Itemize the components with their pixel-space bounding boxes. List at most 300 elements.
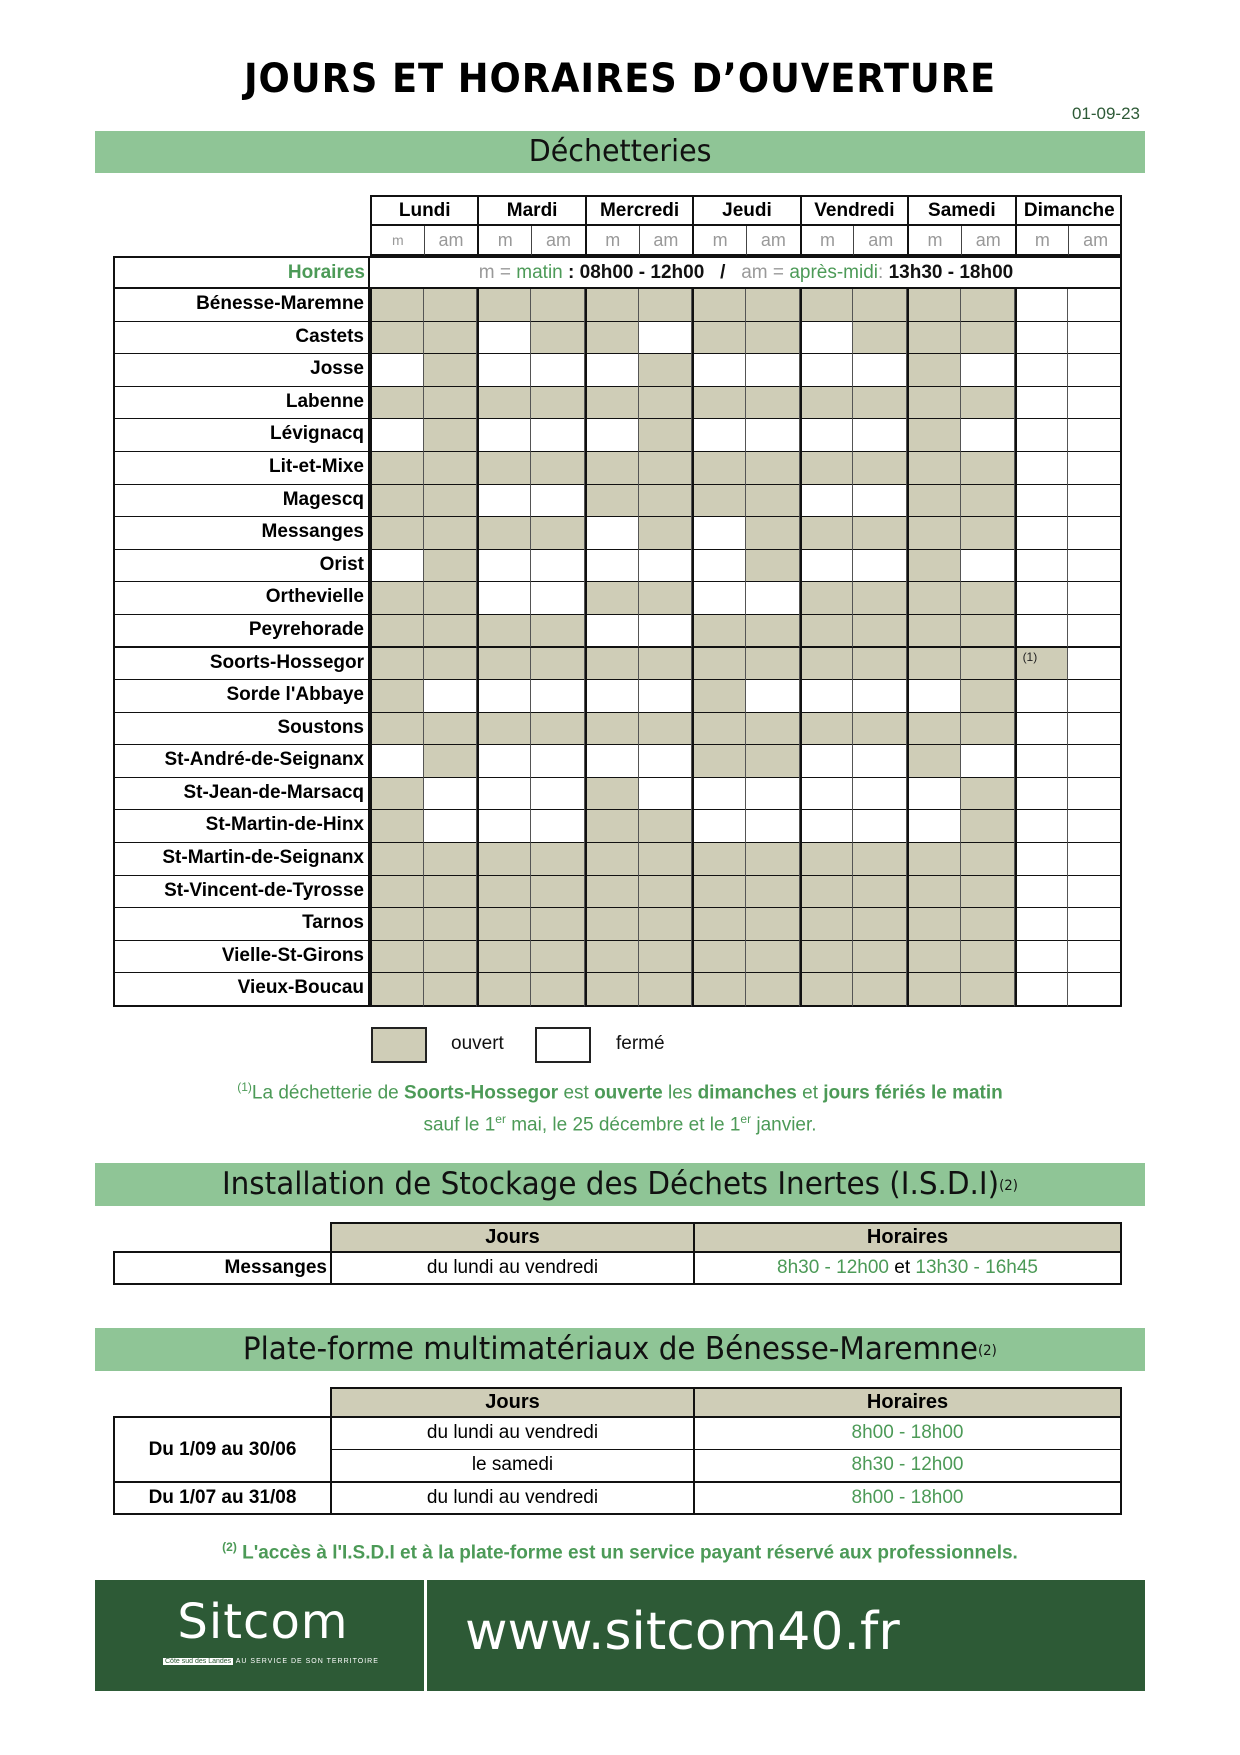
plateforme-p1-row1-hours: 8h00 - 18h00 [693,1416,1122,1450]
footnote-ref: (1) [1022,649,1038,664]
schedule-cell-open [639,289,693,323]
schedule-cell-closed [1068,550,1122,584]
plateforme-col-horaires: Horaires [693,1387,1122,1418]
site-name: St-Vincent-de-Tyrosse [113,876,370,910]
grid-right-border [1120,195,1122,1006]
schedule-cell-open [585,387,639,421]
schedule-cell-open [585,485,639,519]
schedule-cell-closed [585,517,639,551]
schedule-cell-closed [853,550,907,584]
schedule-cell-open [746,387,800,421]
fn1-sundays: dimanches [697,1082,797,1104]
schedule-cell-closed [1015,485,1069,519]
site-name: St-Jean-de-Marsacq [113,778,370,812]
isdi-site: Messanges [113,1251,332,1285]
schedule-cell-open [585,973,639,1007]
schedule-cell-open [531,322,585,356]
schedule-cell-closed [1015,973,1069,1007]
page-title: JOURS ET HORAIRES D’OUVERTURE [243,56,997,102]
schedule-cell-open [853,908,907,942]
schedule-cell-open [477,908,531,942]
schedule-cell-open [585,941,639,975]
schedule-cell-closed [1068,452,1122,486]
schedule-cell-open [800,452,854,486]
schedule-cell-closed [746,582,800,616]
schedule-cell-closed [531,582,585,616]
schedule-cell-open [424,452,478,486]
schedule-cell-closed [639,322,693,356]
fn1-sup: er [740,1112,752,1126]
schedule-cell-closed [1068,745,1122,779]
section-header-isdi [95,1163,1145,1206]
schedule-cell-open [692,452,746,486]
schedule-cell-open [961,908,1015,942]
schedule-cell-closed [370,354,424,388]
schedule-cell-open [585,778,639,812]
sitcom-logo: Sitcom [177,1594,349,1650]
schedule-cell-open [853,941,907,975]
schedule-cell-closed [692,517,746,551]
section-title-isdi: Installation de Stockage des Déchets Inertes (I.S.D.I) [221,1166,1000,1202]
fn1-l2: mai, le 25 décembre et le 1 [505,1114,741,1136]
site-name: Orist [113,550,370,584]
schedule-cell-open [424,973,478,1007]
logo-tagline [163,1658,379,1665]
schedule-cell-open [961,680,1015,714]
schedule-cell-open [853,615,907,649]
schedule-cell-closed [424,680,478,714]
schedule-cell-open [585,843,639,877]
schedule-cell-open [853,387,907,421]
schedule-cell-closed [531,550,585,584]
schedule-cell-open [424,713,478,747]
site-name: Tarnos [113,908,370,942]
schedule-cell-closed [1015,550,1069,584]
schedule-cell-open [370,289,424,323]
schedule-cell-open [477,289,531,323]
day-header-lundi: Lundi [370,195,477,226]
schedule-cell-closed [639,550,693,584]
schedule-cell-closed [1015,354,1069,388]
schedule-cell-open [531,517,585,551]
schedule-cell-open [800,908,854,942]
plateforme-col-jours: Jours [330,1387,695,1418]
schedule-cell-open [961,517,1015,551]
schedule-cell-closed [907,810,961,844]
schedule-cell-open [800,713,854,747]
fn1-open: ouverte [594,1082,663,1104]
schedule-cell-closed [477,419,531,453]
schedule-cell-open [424,615,478,649]
schedule-cell-open [370,387,424,421]
schedule-cell-closed [800,485,854,519]
schedule-cell-open [370,452,424,486]
footnote-2-marker: (2) [222,1540,237,1554]
eq-sign-2: = [772,262,785,283]
schedule-cell-open [746,550,800,584]
schedule-cell-closed [853,778,907,812]
schedule-cell-closed [424,810,478,844]
schedule-cell-open [477,648,531,682]
apresmidi-word: après-midi [789,262,879,283]
schedule-cell-open [370,517,424,551]
schedule-cell-open [585,322,639,356]
schedule-cell-open [585,876,639,910]
schedule-cell-closed [853,810,907,844]
schedule-cell-open [692,876,746,910]
schedule-cell-closed [961,419,1015,453]
schedule-cell-open [477,615,531,649]
schedule-cell-open [961,778,1015,812]
schedule-cell-open [746,452,800,486]
isdi-and: et [894,1257,911,1278]
schedule-cell-closed [800,778,854,812]
legend-open-label: ouvert [451,1033,504,1054]
schedule-cell-open [961,843,1015,877]
schedule-cell-open [907,485,961,519]
footnote-1-line-2 [0,1112,1240,1136]
schedule-cell-closed [639,778,693,812]
schedule-cell-closed [1068,322,1122,356]
schedule-cell-open [692,843,746,877]
schedule-cell-closed [477,485,531,519]
schedule-cell-closed [1068,289,1122,323]
isdi-hours-2: 13h30 - 16h45 [915,1257,1038,1278]
legend-closed-label: fermé [616,1033,665,1054]
isdi-days: du lundi au vendredi [330,1251,695,1285]
subheader-lundi-am: am [424,226,478,256]
schedule-cell-closed [477,354,531,388]
schedule-cell-open [907,452,961,486]
schedule-cell-closed [907,680,961,714]
schedule-cell-closed [853,680,907,714]
schedule-cell-open [585,810,639,844]
schedule-cell-open [585,452,639,486]
schedule-cell-open [531,615,585,649]
schedule-cell-closed [1015,941,1069,975]
schedule-cell-open [370,810,424,844]
schedule-cell-open [746,615,800,649]
schedule-cell-closed [961,745,1015,779]
website-link[interactable]: www.sitcom40.fr [465,1602,900,1662]
schedule-cell-open [370,582,424,616]
site-name: Sorde l'Abbaye [113,680,370,714]
schedule-cell-open [746,485,800,519]
subheader-dimanche-m: m [1015,226,1069,256]
schedule-cell-open [692,485,746,519]
schedule-cell-open [477,973,531,1007]
plateforme-note-marker: (2) [978,1343,997,1359]
schedule-cell-open [961,615,1015,649]
site-name: Soorts-Hossegor [113,648,370,682]
schedule-cell-closed [1068,354,1122,388]
schedule-cell-open [639,713,693,747]
schedule-cell-open [692,387,746,421]
isdi-hours [693,1251,1122,1285]
schedule-cell-open [961,322,1015,356]
schedule-cell-open [961,452,1015,486]
schedule-cell-open [639,941,693,975]
apresmidi-hours: 13h30 - 18h00 [888,262,1014,283]
schedule-cell-open [961,485,1015,519]
schedule-cell-open [853,322,907,356]
subheader-mardi-m: m [477,226,531,256]
schedule-cell-open [639,419,693,453]
schedule-cell-open [370,680,424,714]
schedule-cell-open [370,908,424,942]
schedule-cell-open [424,941,478,975]
schedule-cell-open [424,843,478,877]
site-name: Vieux-Boucau [113,973,370,1007]
schedule-cell-open [531,387,585,421]
schedule-cell-open [370,973,424,1007]
footer-divider [424,1580,427,1691]
schedule-cell-closed [746,419,800,453]
schedule-cell-closed [1015,582,1069,616]
document-date: 01-09-23 [1071,104,1140,123]
schedule-cell-open [370,322,424,356]
schedule-cell-open [639,354,693,388]
schedule-cell-open [639,810,693,844]
schedule-cell-closed [1015,387,1069,421]
schedule-cell-closed [800,322,854,356]
schedule-cell-open [907,941,961,975]
schedule-cell-open [746,289,800,323]
schedule-cell-closed [1068,615,1122,649]
schedule-cell-open [639,582,693,616]
schedule-cell-open [907,648,961,682]
schedule-cell-closed [531,778,585,812]
isdi-note-marker: (2) [999,1178,1019,1194]
colon-2: : [878,262,884,283]
horaires-legend [372,258,1120,287]
schedule-cell-open [746,648,800,682]
schedule-cell-open [370,876,424,910]
schedule-cell-open [585,648,639,682]
schedule-cell-closed [853,419,907,453]
schedule-cell-open [907,582,961,616]
day-header-samedi: Samedi [907,195,1014,226]
schedule-cell-open [477,452,531,486]
schedule-cell-open [692,973,746,1007]
schedule-cell-open [639,452,693,486]
schedule-cell-closed [477,810,531,844]
schedule-cell-closed [531,419,585,453]
schedule-cell-closed [1068,419,1122,453]
schedule-cell-open [853,713,907,747]
schedule-cell-open [639,485,693,519]
schedule-cell-closed [531,485,585,519]
schedule-cell-open [746,745,800,779]
am-abbr: am [741,262,768,283]
schedule-cell-open [477,876,531,910]
schedule-cell-closed [1068,843,1122,877]
schedule-cell-open [585,908,639,942]
site-name: Soustons [113,713,370,747]
fn1-text: et [796,1082,824,1104]
schedule-cell-open [746,843,800,877]
schedule-cell-open [800,876,854,910]
schedule-cell-open [424,354,478,388]
schedule-cell-open [424,485,478,519]
section-title-dechetteries: Déchetteries [528,134,712,169]
schedule-cell-open [907,843,961,877]
schedule-cell-closed [639,680,693,714]
schedule-cell-closed [692,810,746,844]
schedule-cell-closed [746,354,800,388]
schedule-cell-open [907,973,961,1007]
schedule-cell-open [907,419,961,453]
schedule-cell-open [746,876,800,910]
schedule-cell-open [961,713,1015,747]
eq-sign: = [499,262,511,283]
schedule-cell-closed [1015,745,1069,779]
schedule-cell-closed [800,745,854,779]
subheader-jeudi-m: m [692,226,746,256]
schedule-cell-open [907,745,961,779]
schedule-cell-open [961,582,1015,616]
schedule-cell-closed [1068,778,1122,812]
plateforme-p2-row1-hours: 8h00 - 18h00 [693,1481,1122,1515]
site-name: Bénesse-Maremne [113,289,370,323]
schedule-cell-open [639,908,693,942]
schedule-cell-closed [1015,778,1069,812]
schedule-cell-open [746,973,800,1007]
section-header-dechetteries [95,131,1145,173]
schedule-cell-open [531,973,585,1007]
schedule-cell-open [424,648,478,682]
footnote-1-marker: (1) [237,1080,252,1094]
schedule-cell-closed [961,550,1015,584]
schedule-cell-closed [370,550,424,584]
schedule-cell-open [370,778,424,812]
schedule-cell-open [370,941,424,975]
schedule-cell-open [692,713,746,747]
schedule-cell-closed [800,810,854,844]
schedule-cell-open [692,745,746,779]
day-header-jeudi: Jeudi [692,195,799,226]
subheader-mardi-am: am [531,226,585,256]
site-name: Lit-et-Mixe [113,452,370,486]
schedule-cell-open [585,713,639,747]
schedule-cell-open [746,908,800,942]
schedule-cell-open [907,713,961,747]
schedule-cell-closed [800,550,854,584]
schedule-cell-closed [531,810,585,844]
schedule-cell-open [907,322,961,356]
schedule-cell-closed [1015,908,1069,942]
schedule-cell-open [477,713,531,747]
schedule-cell-closed [531,745,585,779]
schedule-cell-open [531,648,585,682]
schedule-cell-closed [1068,876,1122,910]
schedule-cell-closed [853,354,907,388]
schedule-cell-closed [1068,517,1122,551]
schedule-cell-open [531,843,585,877]
schedule-cell-open [692,941,746,975]
schedule-cell-open [531,941,585,975]
schedule-cell-closed [1015,843,1069,877]
schedule-cell-closed [585,550,639,584]
schedule-cell-open [531,713,585,747]
schedule-cell-open [531,876,585,910]
fn1-holidays: jours fériés le matin [823,1082,1003,1104]
schedule-cell-open [531,908,585,942]
matin-hours: 08h00 - 12h00 [579,262,705,283]
schedule-cell-closed [531,680,585,714]
schedule-cell-open [424,550,478,584]
schedule-cell-open [800,582,854,616]
schedule-cell-open [746,322,800,356]
schedule-cell-open [477,941,531,975]
schedule-cell-open [746,517,800,551]
schedule-cell-closed [424,778,478,812]
isdi-col-jours: Jours [330,1222,695,1253]
schedule-cell-closed [961,354,1015,388]
footer-banner [95,1580,1145,1691]
schedule-cell-closed [692,354,746,388]
schedule-cell-open [692,289,746,323]
schedule-cell-open [639,876,693,910]
schedule-cell-open [477,517,531,551]
footnote-1-line-1 [0,1080,1240,1104]
subheader-samedi-am: am [961,226,1015,256]
fn1-l2: janvier. [751,1114,817,1136]
schedule-cell-open [424,517,478,551]
schedule-cell-open [370,615,424,649]
schedule-cell-closed [1015,680,1069,714]
horaires-row [113,256,1122,289]
colon: : [568,262,575,283]
schedule-cell-open [961,973,1015,1007]
schedule-cell-open [961,941,1015,975]
schedule-cell-open [853,289,907,323]
isdi-col-horaires: Horaires [693,1222,1122,1253]
schedule-cell-closed [1068,941,1122,975]
schedule-cell-open [853,452,907,486]
schedule-cell-closed [907,778,961,812]
plateforme-period-1: Du 1/09 au 30/06 [113,1416,332,1483]
schedule-cell-closed [370,745,424,779]
subheader-mercredi-am: am [639,226,693,256]
schedule-cell-closed [1068,387,1122,421]
schedule-cell-closed [1015,419,1069,453]
schedule-cell-closed [585,354,639,388]
schedule-cell-open [477,843,531,877]
schedule-cell-closed [800,419,854,453]
subheader-lundi-m: m [370,226,424,256]
fn1-text: La déchetterie de [251,1082,405,1104]
schedule-cell-open [800,289,854,323]
site-name: Lévignacq [113,419,370,453]
schedule-cell-open [477,387,531,421]
schedule-cell-open [424,289,478,323]
schedule-cell-closed [1015,289,1069,323]
schedule-cell-closed [692,419,746,453]
plateforme-p1-row1-days: du lundi au vendredi [330,1416,695,1450]
schedule-cell-open [639,517,693,551]
schedule-cell-open [585,582,639,616]
schedule-cell-open [639,973,693,1007]
schedule-cell-open [424,876,478,910]
schedule-cell-open [639,387,693,421]
schedule-cell-closed [585,745,639,779]
schedule-cell-closed [477,680,531,714]
isdi-hours-1: 8h30 - 12h00 [777,1257,889,1278]
schedule-cell-open [692,648,746,682]
site-name: Peyrehorade [113,615,370,649]
schedule-cell-closed [477,550,531,584]
